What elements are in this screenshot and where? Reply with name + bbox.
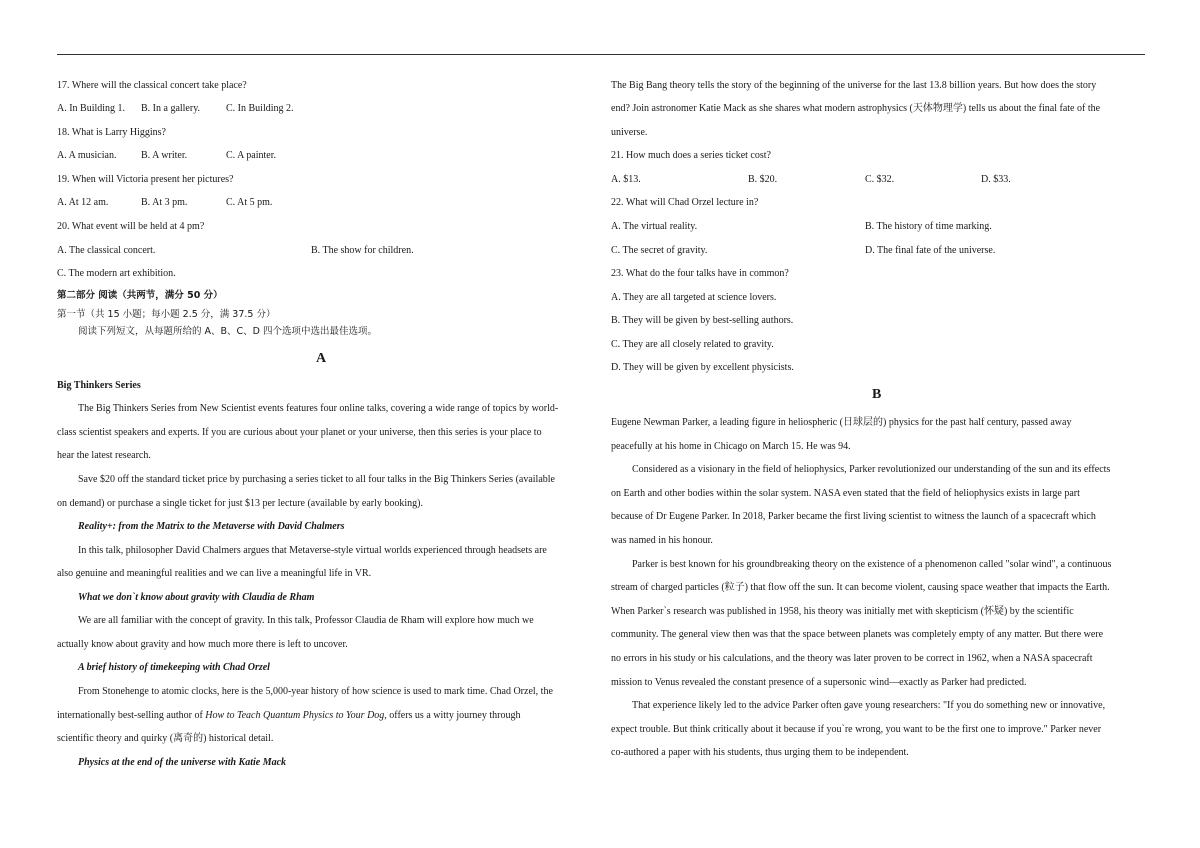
option-b: B. The history of time marking. [865, 221, 992, 232]
paragraph-line [57, 709, 520, 723]
paragraph-line: because of Dr Eugene Parker. In 2018, Parker became the first living scientist to witness the launch of a spacecraft which [611, 511, 1096, 522]
paragraph-line: Parker is best known for his groundbreaking theory on the existence of a phenomenon called "solar wind", a continuous [632, 559, 1112, 570]
question-21: 21. How much does a series ticket cost? [611, 150, 771, 161]
paragraph-line: Save $20 off the standard ticket price by purchasing a series ticket to all four talks in the Big Thinkers Series (available [78, 474, 555, 485]
question-19: 19. When will Victoria present her pictures? [57, 174, 234, 185]
paragraph-line: on Earth and other bodies within the solar system. NASA even stated that the field of heliophysics exists in large part [611, 488, 1080, 499]
paragraph-line: When Parker`s research was published in 1958, his theory was initially met with skepticism (怀疑) by the scientific [611, 606, 1074, 617]
option-a: A. In Building 1. [57, 103, 126, 114]
option-b: B. In a gallery. [141, 103, 201, 114]
option-c: C. A painter. [226, 150, 276, 161]
paragraph-line: Considered as a visionary in the field of heliophysics, Parker revolutionized our understanding of the sun and its effects [632, 464, 1111, 475]
question-20-option-c: C. The modern art exhibition. [57, 268, 176, 279]
option-a: A. $13. [611, 174, 641, 185]
option-a: A. A musician. [57, 150, 117, 161]
paragraph-line: We are all familiar with the concept of gravity. In this talk, Professor Claudia de Rham will explore how much we [78, 615, 534, 626]
passage-letter-b: B [872, 387, 882, 402]
instructions: 阅读下列短文，从每题所给的 A、B、C、D 四个选项中选出最佳选项。 [78, 326, 378, 337]
paragraph-line: universe. [611, 127, 648, 138]
paragraph-line: also genuine and meaningful realities and we can live a meaningful life in VR. [57, 568, 372, 579]
paragraph-line: Eugene Newman Parker, a leading figure in heliospheric (日球层的) physics for the past half century, passed away [611, 417, 1072, 428]
option-d: D. $33. [981, 174, 1011, 185]
option-b: B. They will be given by best-selling authors. [611, 315, 794, 326]
paragraph-line: The Big Thinkers Series from New Scientist events features four online talks, covering a wide range of topics by world- [78, 403, 559, 414]
question-23: 23. What do the four talks have in common? [611, 268, 789, 279]
paragraph-line: co-authored a paper with his students, thus urging them to be independent. [611, 747, 909, 758]
paragraph-line: stream of charged particles (粒子) that flow off the sun. It can become violent, causing space weather that impacts the Earth. [611, 582, 1110, 593]
paragraph-line: actually know about gravity and how much more there is left to uncover. [57, 639, 348, 650]
paragraph-line: That experience likely led to the advice Parker often gave young researchers: "If you do something new or innovative, [632, 700, 1106, 711]
paragraph-line: was named in his honour. [611, 535, 713, 546]
paragraph-line: expect trouble. But think critically about it because if you`re wrong, you want to be the first one to improve." Parker never [611, 724, 1102, 735]
part-two-heading: 第二部分 阅读（共两节，满分 50 分） [57, 290, 223, 301]
question-20-options [57, 244, 414, 258]
text: internationally best-selling author of [57, 710, 206, 721]
question-22-options-row1 [611, 220, 992, 234]
question-17-options [57, 102, 294, 116]
top-rule [57, 54, 1145, 55]
paragraph-line: From Stonehenge to atomic clocks, here is the 5,000-year history of how science is used to mark time. Chad Orzel, the [78, 686, 553, 697]
paragraph-line: mission to Venus revealed the constant presence of a supersonic wind—exactly as Parker had predicted. [611, 677, 1027, 688]
talk-title: Reality+: from the Matrix to the Metaverse with David Chalmers [78, 521, 345, 532]
talk-title: A brief history of timekeeping with Chad Orzel [78, 662, 270, 673]
question-22-options-row2 [611, 244, 995, 258]
option-d: D. They will be given by excellent physicists. [611, 362, 794, 373]
option-b: B. A writer. [141, 150, 188, 161]
option-c: C. They are all closely related to gravity. [611, 339, 774, 350]
option-a: A. The classical concert. [57, 245, 156, 256]
option-b: B. The show for children. [311, 245, 414, 256]
paragraph-line: class scientist speakers and experts. If you are curious about your planet or your universe, then this series is your place to [57, 427, 542, 438]
paragraph-line: no errors in his study or his calculations, and the theory was later proven to be correct in 1962, when a NASA spacecraft [611, 653, 1093, 664]
paragraph-line: The Big Bang theory tells the story of the beginning of the universe for the last 13.8 billion years. But how does the story [611, 80, 1097, 91]
option-a: A. At 12 am. [57, 197, 109, 208]
talk-title: Physics at the end of the universe with Katie Mack [78, 757, 287, 768]
option-c: C. $32. [865, 174, 895, 185]
question-18: 18. What is Larry Higgins? [57, 127, 166, 138]
paragraph-line: peacefully at his home in Chicago on March 15. He was 94. [611, 441, 851, 452]
option-c: C. At 5 pm. [226, 197, 273, 208]
question-22: 22. What will Chad Orzel lecture in? [611, 197, 759, 208]
option-c: C. In Building 2. [226, 103, 294, 114]
option-b: B. $20. [748, 174, 778, 185]
paragraph-line: In this talk, philosopher David Chalmers argues that Metaverse-style virtual worlds experienced through headsets are [78, 545, 547, 556]
paragraph-line: scientific theory and quirky (离奇的) historical detail. [57, 733, 274, 744]
option-a: A. They are all targeted at science lovers. [611, 292, 777, 303]
paragraph-line: hear the latest research. [57, 450, 151, 461]
paragraph-line: end? Join astronomer Katie Mack as she shares what modern astrophysics (天体物理学) tells us about the final fate of the [611, 103, 1101, 114]
question-21-options [611, 173, 1011, 187]
option-d: D. The final fate of the universe. [865, 245, 996, 256]
question-20: 20. What event will be held at 4 pm? [57, 221, 205, 232]
option-a: A. The virtual reality. [611, 221, 698, 232]
passage-title: Big Thinkers Series [57, 380, 141, 391]
question-18-options [57, 149, 276, 163]
paragraph-line: community. The general view then was that the space between planets was completely empty of any matter. But there were [611, 629, 1104, 640]
option-b: B. At 3 pm. [141, 197, 188, 208]
paragraph-line: on demand) or purchase a single ticket for just $13 per lecture (available by early booking). [57, 498, 423, 509]
question-17: 17. Where will the classical concert take place? [57, 80, 247, 91]
question-19-options [57, 196, 272, 210]
section-one-heading: 第一节（共 15 小题；每小题 2.5 分，满 37.5 分） [57, 309, 276, 320]
passage-letter-a: A [316, 351, 327, 366]
option-c: C. The secret of gravity. [611, 245, 708, 256]
text: , offers us a witty journey through [384, 710, 521, 721]
book-title: How to Teach Quantum Physics to Your Dog [205, 710, 385, 721]
talk-title: What we don`t know about gravity with Claudia de Rham [78, 592, 315, 603]
